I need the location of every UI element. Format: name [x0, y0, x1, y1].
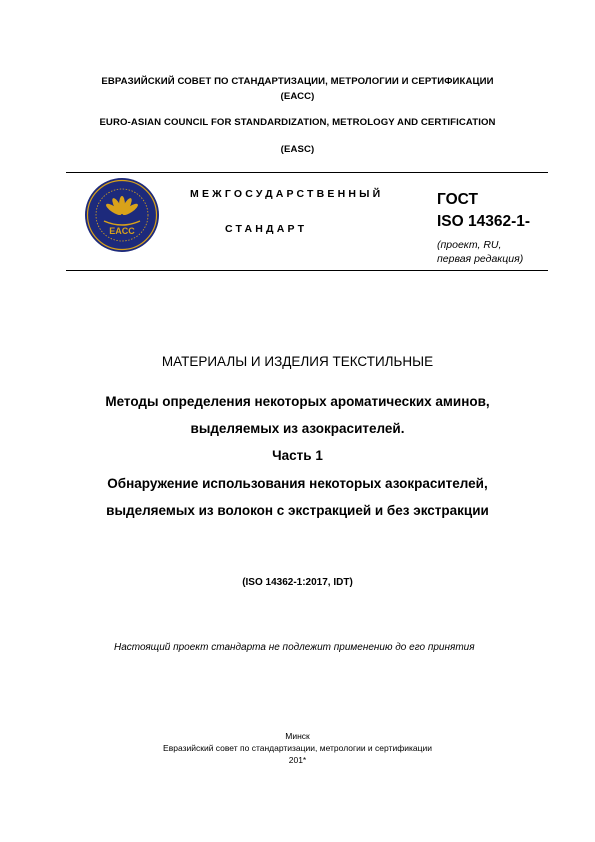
footer-city: Минск: [285, 731, 310, 741]
iso-reference: (ISO 14362-1:2017, IDT): [242, 577, 353, 588]
document-title: МАТЕРИАЛЫ И ИЗДЕЛИЯ ТЕКСТИЛЬНЫЕ: [161, 354, 434, 369]
logo-text: EACC: [109, 226, 135, 236]
subtitle-line-5: выделяемых из волокон с экстракцией и без экстракции: [106, 503, 489, 518]
top-divider: [66, 172, 548, 173]
council-name-ru: ЕВРАЗИЙСКИЙ СОВЕТ ПО СТАНДАРТИЗАЦИИ, МЕТРОЛОГИИ И СЕРТИФИКАЦИИ: [101, 76, 494, 87]
council-abbr-en: (EASC): [280, 144, 315, 155]
subtitle-line-4: Обнаружение использования некоторых азокрасителей,: [107, 476, 488, 491]
draft-notice: Настоящий проект стандарта не подлежит применению до его принятия: [114, 642, 475, 653]
council-name-en: EURO-ASIAN COUNCIL FOR STANDARDIZATION, METROLOGY AND CERTIFICATION: [99, 117, 496, 128]
draft-note-line2: первая редакция): [437, 253, 524, 265]
standard-type-line1: МЕЖГОСУДАРСТВЕННЫЙ: [190, 188, 384, 200]
standard-type-line2: СТАНДАРТ: [225, 223, 308, 235]
eacc-emblem-icon: [84, 177, 160, 253]
standard-number: ISO 14362-1-: [437, 213, 531, 230]
council-abbr-ru: (ЕАСС): [280, 91, 315, 102]
part-number: Часть 1: [272, 448, 323, 463]
subtitle-line-1: Методы определения некоторых ароматических аминов,: [105, 394, 490, 409]
footer-org: Евразийский совет по стандартизации, метрологии и сертификации: [163, 743, 432, 753]
draft-note-line1: (проект, RU,: [437, 239, 502, 251]
subtitle-line-2: выделяемых из азокрасителей.: [190, 421, 405, 436]
eacc-logo: [84, 177, 160, 253]
gost-label: ГОСТ: [437, 191, 478, 208]
footer-year: 201*: [288, 755, 307, 765]
bottom-divider: [66, 270, 548, 271]
